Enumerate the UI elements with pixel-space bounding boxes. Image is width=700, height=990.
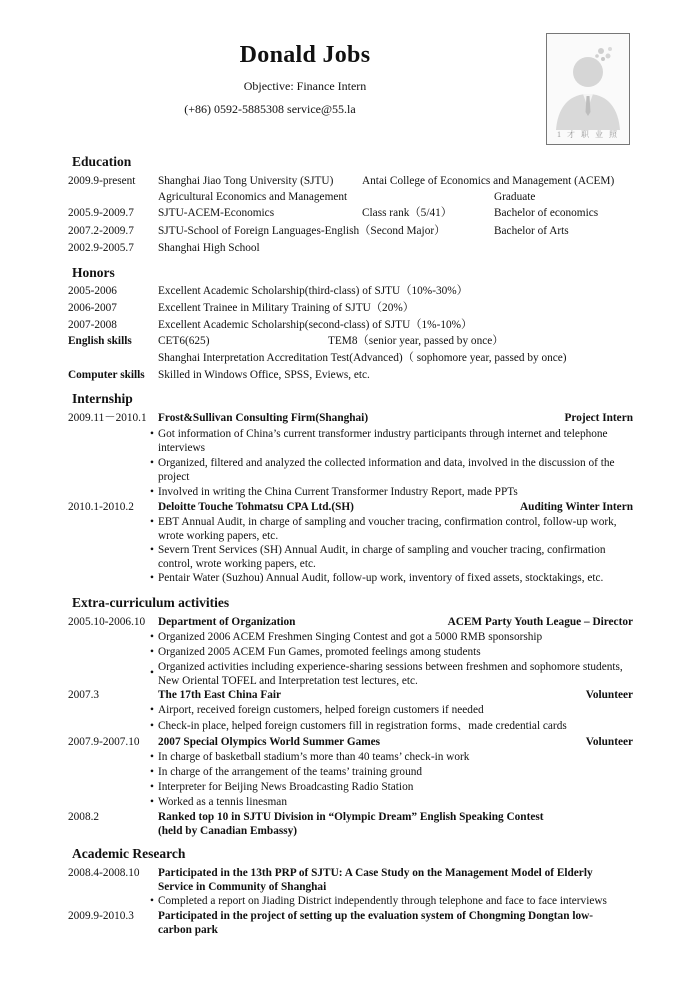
internship-entry — [68, 500, 633, 514]
computer-skills: Skilled in Windows Office, SPSS, Eviews, etc. — [158, 369, 370, 381]
research-entry — [68, 866, 633, 880]
education-row — [68, 241, 633, 255]
activity-entry — [68, 810, 633, 824]
cet-score: CET6(625) — [158, 335, 210, 347]
project-title-cont: carbon park — [158, 924, 218, 936]
project-title: Participated in the project of setting up the evaluation system of Chongming Dongtan low- — [158, 910, 594, 922]
award-note: (held by Canadian Embassy) — [158, 825, 298, 837]
section-extra-curriculum: Extra-curriculum activities — [72, 595, 230, 610]
computer-skills-row — [68, 368, 633, 382]
role: Auditing Winter Intern — [520, 501, 633, 513]
activity-entry — [68, 824, 633, 838]
organization: 2007 Special Olympics World Summer Games — [158, 736, 381, 748]
education-row — [68, 174, 633, 188]
date: 2007.3 — [68, 689, 100, 701]
avatar-placeholder-icon — [547, 34, 629, 144]
date: 2002.9-2005.7 — [68, 242, 134, 254]
degree: Graduate — [494, 191, 536, 203]
class-rank: Class rank（5/41） — [362, 207, 453, 219]
activity-entry — [68, 735, 633, 749]
school: SJTU-ACEM-Economics — [158, 207, 275, 219]
college: Antai College of Economics and Management (ACEM) — [362, 175, 615, 187]
role: Volunteer — [585, 736, 633, 748]
education-row — [68, 224, 633, 238]
date: 2005.9-2009.7 — [68, 207, 134, 219]
computer-skills-label: Computer skills — [68, 369, 145, 381]
section-honors: Honors — [72, 265, 115, 280]
education-row — [68, 190, 633, 204]
school: Shanghai Jiao Tong University (SJTU) — [158, 175, 334, 187]
honor: Excellent Academic Scholarship(second-class) of SJTU（1%-10%） — [158, 319, 473, 331]
project-title-cont: Service in Community of Shanghai — [158, 881, 327, 893]
research-entry — [68, 923, 633, 937]
date: 2009.11－2010.1 — [68, 412, 147, 424]
honor-row — [68, 284, 633, 298]
school: Shanghai High School — [158, 242, 260, 254]
activity-entry — [68, 688, 633, 702]
research-entry — [68, 880, 633, 894]
organization: Deloitte Touche Tohmatsu CPA Ltd.(SH) — [158, 501, 354, 513]
project-title: Participated in the 13th PRP of SJTU: A Case Study on the Management Model of Elderly — [158, 867, 593, 879]
contact-info: (+86) 0592-5885308 service@55.la — [184, 102, 356, 116]
honor-row — [68, 318, 633, 332]
date: 2005-2006 — [68, 285, 117, 297]
english-skills-row — [68, 351, 633, 365]
school: SJTU-School of Foreign Languages-English（Second Major） — [158, 225, 446, 237]
date: 2008.2 — [68, 811, 100, 823]
section-education: Education — [72, 154, 132, 169]
section-academic-research: Academic Research — [72, 846, 186, 861]
date: 2010.1-2010.2 — [68, 501, 134, 513]
interpretation-test: Shanghai Interpretation Accreditation Test(Advanced)（ sophomore year, passed by once) — [158, 352, 567, 364]
date: 2007.2-2009.7 — [68, 225, 134, 237]
honor: Excellent Academic Scholarship(third-class) of SJTU（10%-30%） — [158, 285, 468, 297]
resume-page: Donald Jobs Objective: Finance Intern (+86) 0592-5885308 service@55.la 1 才 职 业 照 Education 2009.9-present Shanghai Jiao Tong University (SJTU) Antai College of Economics and Management (ACEM) Agricultural Economics and Management Graduate 2005.9-2009.7 SJTU-ACEM-Economics Class rank（5/41） Bachelor of economics 2007.2-2009.7 SJTU-School of Foreign Languages-English（Second Major） Bachelor of Arts 2002.9-2005.7 Shanghai High School Honors 2005-2006 Excellent Academic Scholarship(third-class) of SJTU（10%-30%） 2006-2007 Excellent Trainee in Military Training of SJTU（20%） 2007-2008 Excellent Academic Scholarship(second-class) of SJTU（1%-10%） English skills CET6(625) TEM8（senior year, passed by once） Shanghai Interpretation Accreditation Test(Advanced)（ sophomore year, passed by once) Computer skills Skilled in Windows Office, SPSS, Eviews, etc. Internship 2009.11－2010.1 Frost&Sullivan Consulting Firm(Shanghai) Project Intern • Got information of China’s current transformer industry participants through internet and telephone interviews • Organized, filtered and analyzed the collected information and data, involved in the discussion of the project • Involved in writing the China Current Transformer Industry Report, made PPTs 2010.1-2010.2 Deloitte Touche Tohmatsu CPA Ltd.(SH) Auditing Winter Intern • EBT Annual Audit, in charge of sampling and voucher tracing, confirmation control, follow-up work, wrote working papers, etc. • Severn Trent Services (SH) Annual Audit, in charge of sampling and voucher tracing, confirmation control, wrote working papers, etc. • Pentair Water (Suzhou) Annual Audit, follow-up work, inventory of fixed assets, stocktakings, etc. Extra-curriculum activities 2005.10-2006.10 Department of Organization ACEM Party Youth League – Director • Organized 2006 ACEM Freshmen Singing Contest and got a 5000 RMB sponsorship • Organized 2005 ACEM Fun Games, promoted feelings among students • Organized activities including experience-sharing sessions between freshmen and sophomore students, New Oriental TOFEL and Interpretation test lectures, etc. 2007.3 The 17th East China Fair Volunteer • Airport, received foreign customers, helped foreign customers if needed • Check-in place, helped foreign customers fill in registration forms、made credential cards 2007.9-2007.10 2007 Special Olympics World Summer Games Volunteer • In charge of basketball stadium’s more than 40 teams’ check-in work • In charge of the arrangement of the teams’ training ground • Interpreter for Beijing News Broadcasting Radio Station • Worked as a tennis linesman 2008.2 Ranked top 10 in SJTU Division in “Olympic Dream” English Speaking Contest (held by Canadian Embassy) Academic Research 2008.4-2008.10 Participated in the 13th PRP of SJTU: A Case Study on the Management Model of Elderly Service in Community of Shanghai • Completed a report on Jiading District independently through telephone and face to face interviews 2009.9-2010.3 Participated in the project of setting up the evaluation system of Chongming Dongtan low- carbon park — [0, 0, 700, 990]
tem-score: TEM8（senior year, passed by once） — [328, 335, 504, 347]
english-skills-row — [68, 334, 633, 348]
organization: Frost&Sullivan Consulting Firm(Shanghai) — [158, 412, 369, 424]
date: 2009.9-2010.3 — [68, 910, 134, 922]
research-entry — [68, 909, 633, 923]
profile-photo — [546, 33, 630, 145]
honor: Excellent Trainee in Military Training of SJTU（20%） — [158, 302, 415, 314]
honor-row — [68, 301, 633, 315]
date: 2009.9-present — [68, 175, 136, 187]
organization: Department of Organization — [158, 616, 296, 628]
education-row — [68, 206, 633, 220]
photo-caption: 1 才 职 业 照 — [557, 130, 619, 139]
english-skills-label: English skills — [68, 335, 132, 347]
role: Volunteer — [585, 689, 633, 701]
degree: Bachelor of Arts — [494, 225, 569, 237]
date: 2007.9-2007.10 — [68, 736, 140, 748]
date: 2007-2008 — [68, 319, 117, 331]
award: Ranked top 10 in SJTU Division in “Olympic Dream” English Speaking Contest — [158, 811, 544, 823]
date: 2006-2007 — [68, 302, 117, 314]
date: 2008.4-2008.10 — [68, 867, 140, 879]
internship-entry — [68, 411, 633, 425]
role: ACEM Party Youth League – Director — [447, 616, 633, 628]
objective: Objective: Finance Intern — [243, 79, 367, 93]
candidate-name: Donald Jobs — [239, 42, 371, 68]
organization: The 17th East China Fair — [158, 689, 282, 701]
degree: Bachelor of economics — [494, 207, 599, 219]
activity-entry — [68, 615, 633, 629]
major: Agricultural Economics and Management — [158, 191, 348, 203]
date: 2005.10-2006.10 — [68, 616, 146, 628]
section-internship: Internship — [72, 391, 133, 406]
role: Project Intern — [564, 412, 633, 424]
